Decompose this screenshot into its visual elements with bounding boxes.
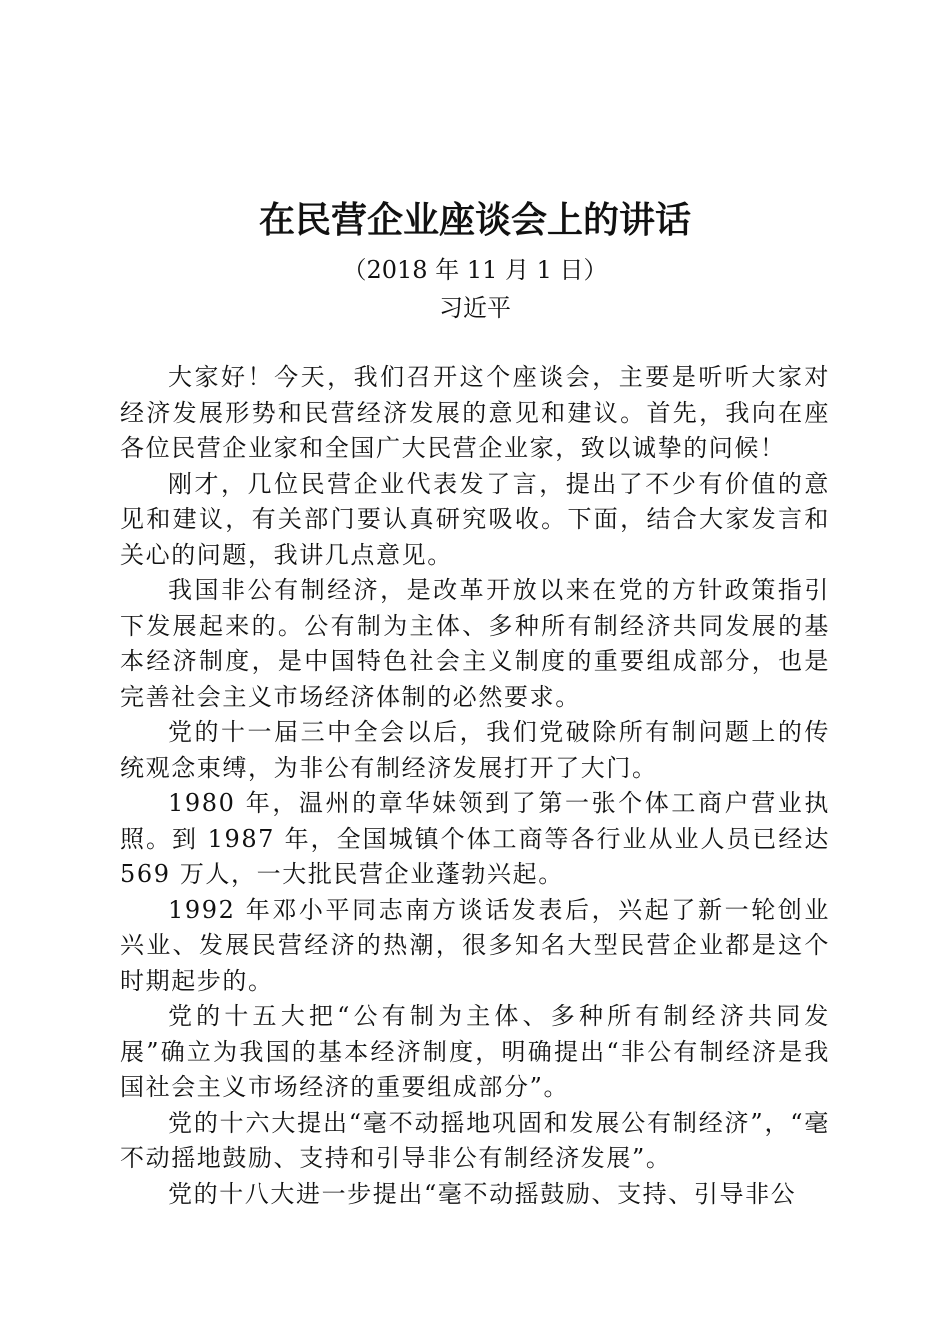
document-body [120,360,830,1212]
document-author: 习近平 [439,294,511,322]
paragraph: 大家好！今天，我们召开这个座谈会，主要是听听大家对经济发展形势和民营经济发展的意见和建议。首先，我向在座各位民营企业家和全国广大民营企业家，致以诚挚的问候！ [120,363,830,462]
document-title: 在民营企业座谈会上的讲话 [258,199,691,241]
paragraph: 刚才，几位民营企业代表发了言，提出了不少有价值的意见和建议，有关部门要认真研究吸收。下面，结合大家发言和关心的问题，我讲几点意见。 [120,469,830,569]
paragraph: 我国非公有制经济，是改革开放以来在党的方针政策指引下发展起来的。公有制为主体、多种所有制经济共同发展的基本经济制度，是中国特色社会主义制度的重要组成部分，也是完善社会主义市场经济体制的必然要求。 [120,576,830,711]
paragraph: 党的十一届三中全会以后，我们党破除所有制问题上的传统观念束缚，为非公有制经济发展打开了大门。 [120,718,830,782]
paragraph: 1992 年邓小平同志南方谈话发表后，兴起了新一轮创业兴业、发展民营经济的热潮，很多知名大型民营企业都是这个时期起步的。 [120,895,830,995]
paragraph: 党的十六大提出“毫不动摇地巩固和发展公有制经济”，“毫不动摇地鼓励、支持和引导非公有制经济发展”。 [120,1108,830,1172]
paragraph: 党的十八大进一步提出“毫不动摇鼓励、支持、引导非公 [168,1179,797,1208]
document-date: （2018 年 11 月 1 日） [342,256,608,284]
paragraph: 党的十五大把“公有制为主体、多种所有制经济共同发展”确立为我国的基本经济制度，明确提出“非公有制经济是我国社会主义市场经济的重要组成部分”。 [120,1002,830,1101]
paragraph: 1980 年，温州的章华妹领到了第一张个体工商户营业执照。到 1987 年，全国城镇个体工商等各行业从业人员已经达 569 万人，一大批民营企业蓬勃兴起。 [120,789,830,888]
